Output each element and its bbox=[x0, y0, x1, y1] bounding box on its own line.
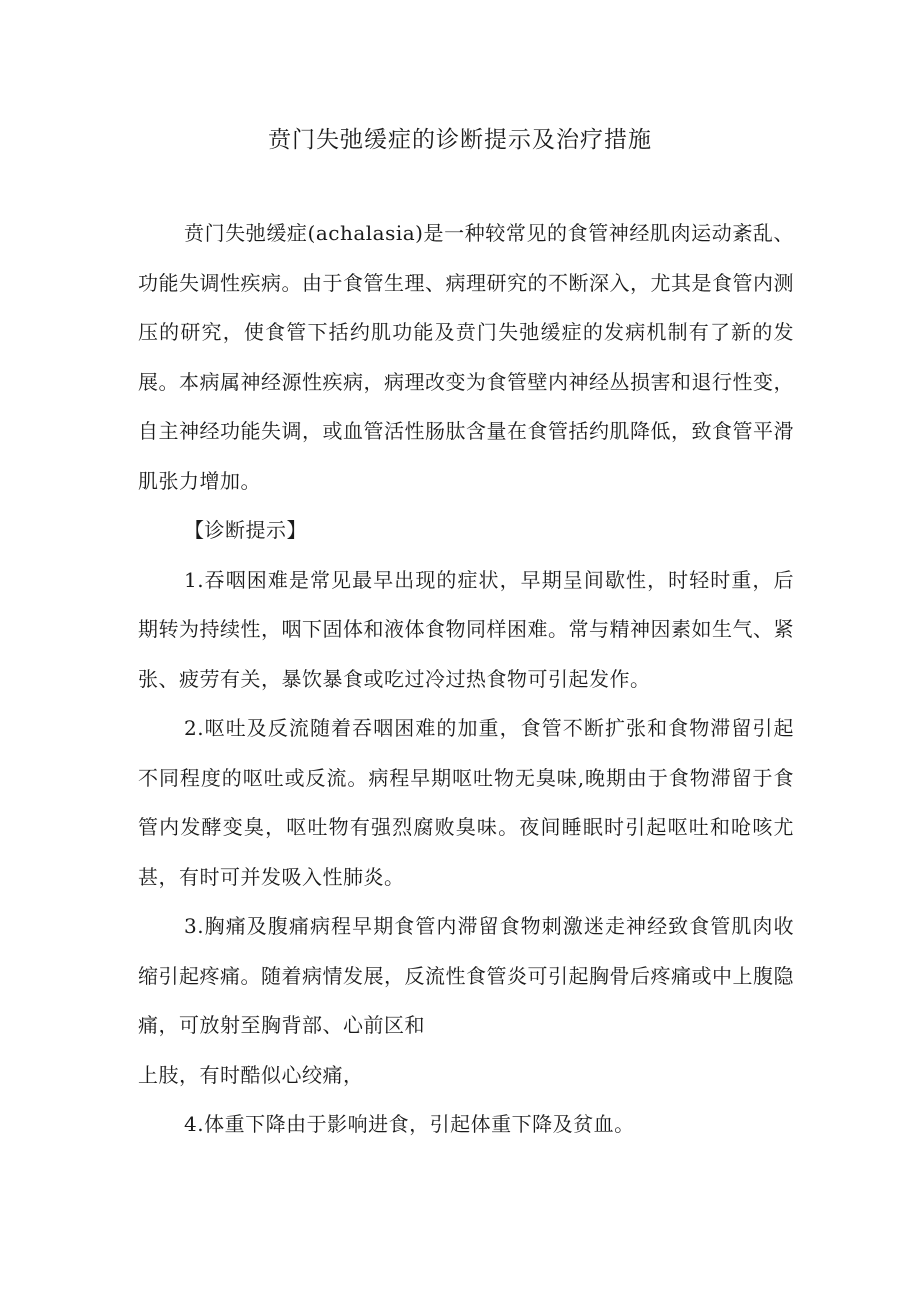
diagnosis-item-4: 4.体重下降由于影响进食，引起体重下降及贫血。 bbox=[184, 1112, 635, 1136]
document-body bbox=[138, 209, 794, 1150]
diagnosis-item-1: 1.吞咽困难是常见最早出现的症状，早期呈间歇性，时轻时重，后期转为持续性，咽下固体和液体食物同样困难。常与精神因素如生气、紧张、疲劳有关，暴饮暴食或吃过冷过热食物可引起发作。 bbox=[138, 567, 794, 691]
diagnosis-item-2: 2.呕吐及反流随着吞咽困难的加重，食管不断扩张和食物滞留引起不同程度的呕吐或反流。病程早期呕吐物无臭味,晚期由于食物滞留于食管内发酵变臭，呕吐物有强烈腐败臭味。夜间睡眠时引起呕吐和呛咳尤甚，有时可并发吸入性肺炎。 bbox=[138, 716, 794, 889]
diagnosis-item-3-continuation: 上肢，有时酷似心绞痛， bbox=[138, 1062, 364, 1087]
section-heading-diagnosis: 【诊断提示】 bbox=[184, 518, 307, 542]
diagnosis-item-3: 3.胸痛及腹痛病程早期食管内滞留食物刺激迷走神经致食管肌肉收缩引起疼痛。随着病情发展，反流性食管炎可引起胸骨后疼痛或中上腹隐痛，可放射至胸背部、心前区和 bbox=[138, 914, 794, 1037]
intro-paragraph: 贲门失弛缓症(achalasia)是一种较常见的食管神经肌肉运动紊乱、功能失调性疾病。由于食管生理、病理研究的不断深入，尤其是食管内测压的研究，使食管下括约肌功能及贲门失弛缓症的发病机制有了新的发展。本病属神经源性疾病，病理改变为食管壁内神经丛损害和退行性变，自主神经功能失调，或血管活性肠肽含量在食管括约肌降低，致食管平滑肌张力增加。 bbox=[138, 221, 794, 493]
document-title: 贲门失弛缓症的诊断提示及治疗措施 bbox=[268, 127, 652, 153]
